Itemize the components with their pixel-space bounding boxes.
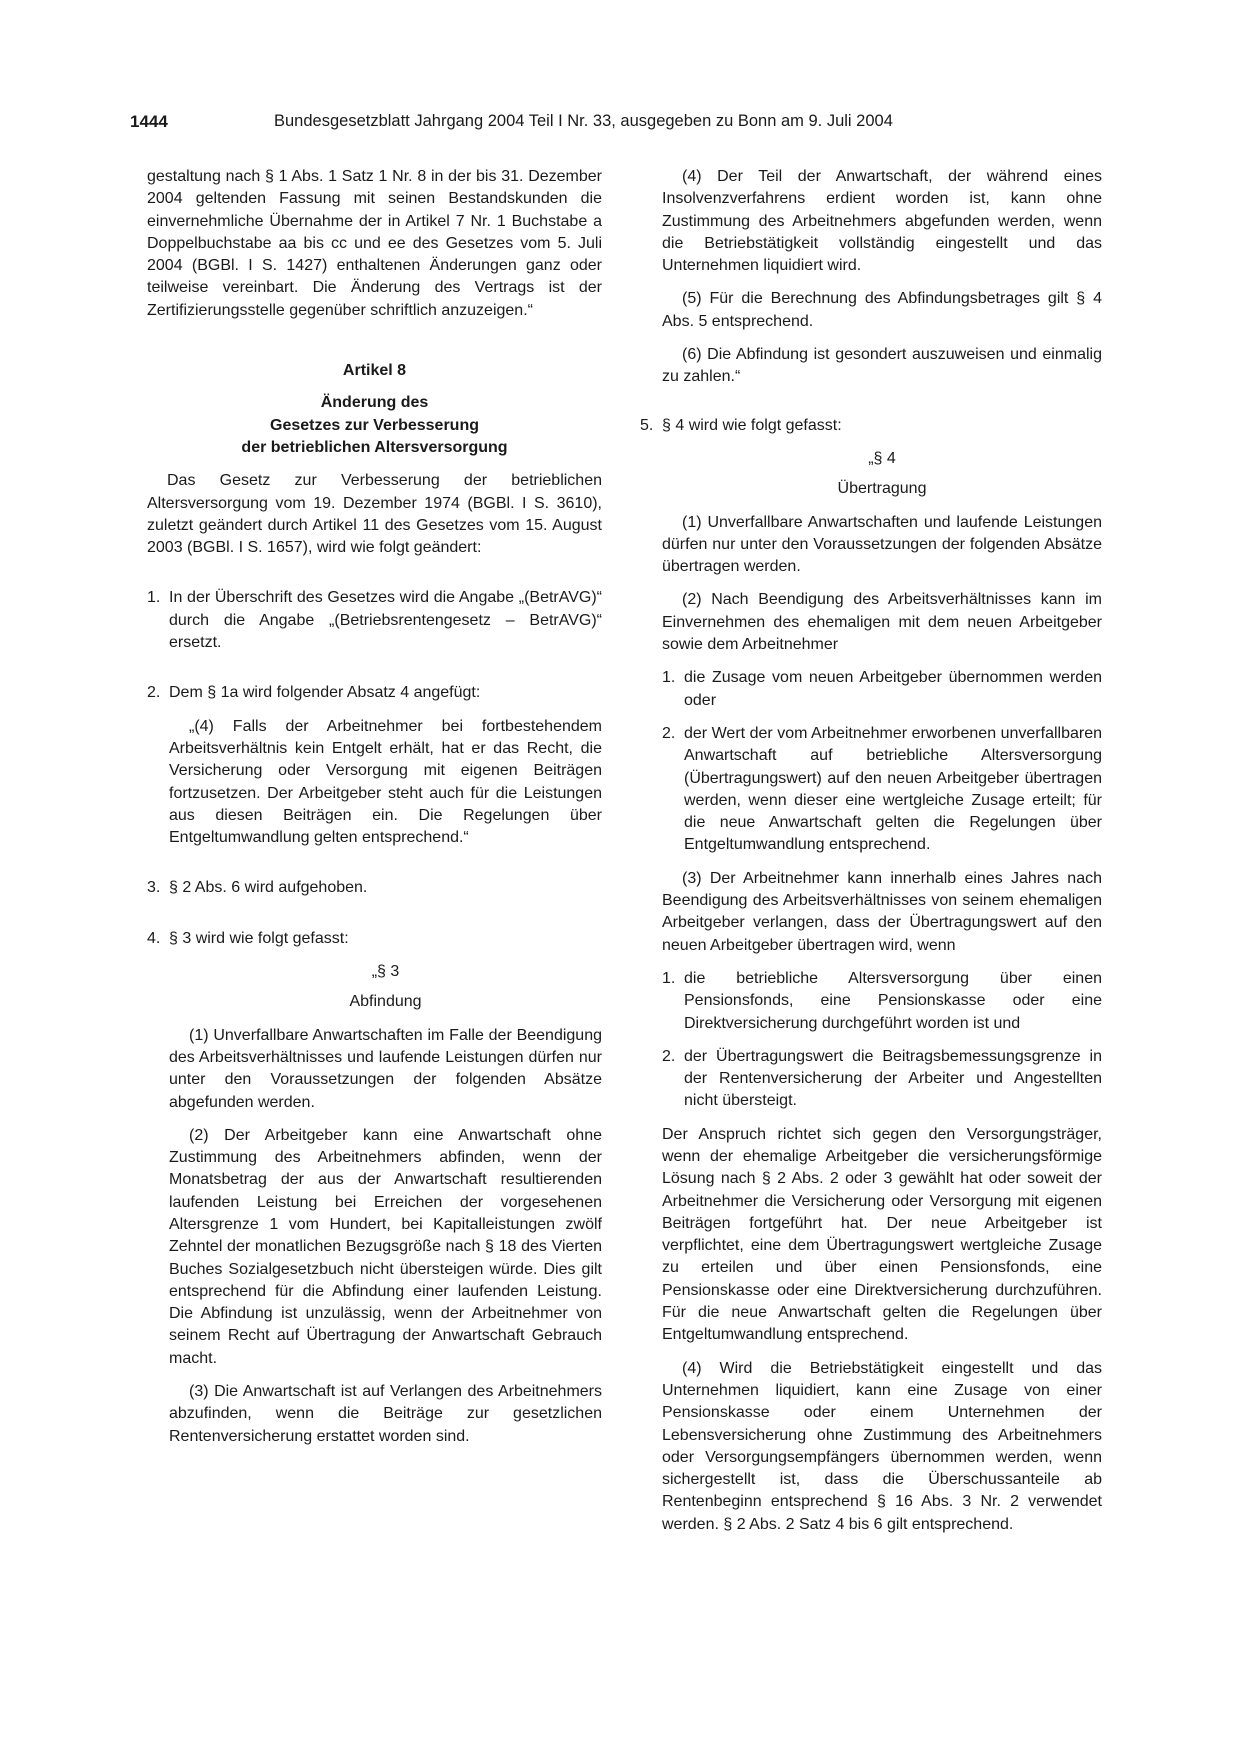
- right-column: [640, 166, 1102, 1536]
- sub-list-item: [662, 723, 1102, 857]
- section-heading: „§ 4: [868, 449, 896, 467]
- item-text: Dem § 1a wird folgender Absatz 4 angefügt:: [169, 684, 481, 702]
- amendment-item-4: [147, 928, 602, 950]
- sub-item-number: 2.: [662, 724, 676, 742]
- item-number: 2.: [147, 684, 161, 702]
- sub-item-text: die Zusage vom neuen Arbeitgeber übernommen werden oder: [684, 669, 1102, 709]
- section-paragraph: (3) Der Arbeitnehmer kann innerhalb eines Jahres nach Beendigung des Arbeitsverhältnisses von seinem ehemaligen Arbeitgeber verlangen, dass der Übertragungswert auf den neuen Arbeitgeber übertragen wird, wenn: [662, 869, 1102, 954]
- sub-item-number: 1.: [662, 669, 676, 687]
- page-number: 1444: [130, 112, 168, 131]
- item-number: 5.: [640, 416, 654, 434]
- article-title-line-2: Gesetzes zur Verbesserung: [270, 416, 479, 434]
- amendment-item-2: [147, 682, 602, 704]
- item-number: 1.: [147, 589, 161, 607]
- amendment-item-1: [147, 587, 602, 654]
- item-text: § 4 wird wie folgt gefasst:: [662, 416, 842, 434]
- article-intro: Das Gesetz zur Verbesserung der betrieblichen Altersversorgung vom 19. Dezember 1974 (BGBl. I S. 3610), zuletzt geändert durch Artikel 11 des Gesetzes vom 15. August 2003 (BGBl. I S. 1657), wird wie folgt geändert:: [147, 472, 602, 557]
- quoted-paragraph: „(4) Falls der Arbeitnehmer bei fortbestehendem Arbeitsverhältnis kein Entgelt erhält, hat er das Recht, die Versicherung oder Versorgung mit eigenen Beiträgen fortzusetzen. Der Arbeitgeber steht auch für die Leistungen aus diesen Beiträgen ein. Die Regelungen über Entgeltumwandlung gelten entsprechend.“: [169, 717, 602, 847]
- section-heading: „§ 3: [371, 963, 400, 981]
- section-paragraph: Der Anspruch richtet sich gegen den Versorgungsträger, wenn der ehemalige Arbeitgeber die versicherungsförmige Lösung nach § 2 Abs. 2 oder 3 gewählt hat oder soweit der Arbeitnehmer die Versicherung oder Versorgung mit eigenen Beiträgen fortgeführt hat. Der neue Arbeitgeber ist verpflichtet, eine dem Übertragungswert wertgleiche Zusage zu erteilen und über einen Pensionsfonds, eine Pensionskasse oder eine Direktversicherung durchzuführen. Für die neue Anwartschaft gelten die Regelungen über Entgeltumwandlung entsprechend.: [662, 1125, 1102, 1344]
- section-paragraph: (1) Unverfallbare Anwartschaften und laufende Leistungen dürfen nur unter den Voraussetzungen der folgenden Absätze übertragen werden.: [662, 513, 1102, 576]
- item-text: § 3 wird wie folgt gefasst:: [169, 929, 349, 947]
- continuation-paragraph: gestaltung nach § 1 Abs. 1 Satz 1 Nr. 8 in der bis 31. Dezember 2004 geltenden Fassung mit seinen Bestandskunden die einvernehmliche Übernahme der in Artikel 7 Nr. 1 Buchstabe a Doppelbuchstabe aa bis cc und ee des Gesetzes vom 5. Juli 2004 (BGBl. I S. 1427) enthaltenen Änderungen ganz oder teilweise vereinbart. Die Änderung des Vertrags ist der Zertifizierungsstelle gegenüber schriftlich anzuzeigen.“: [147, 168, 602, 319]
- amendment-item-3: [147, 877, 602, 899]
- section-paragraph: (6) Die Abfindung ist gesondert auszuweisen und einmalig zu zahlen.“: [662, 346, 1102, 386]
- section-title: Abfindung: [349, 993, 422, 1011]
- section-paragraph: (4) Der Teil der Anwartschaft, der während eines Insolvenzverfahrens erdient worden ist, kann ohne Zustimmung des Arbeitnehmers abgefunden werden, wenn die Betriebstätigkeit vollständig eingestellt und das Unternehmen liquidiert wird.: [662, 168, 1102, 275]
- article-number: Artikel 8: [342, 362, 407, 380]
- amendment-item-5: [640, 415, 1102, 437]
- section-paragraph: (3) Die Anwartschaft ist auf Verlangen des Arbeitnehmers abzufinden, wenn die Beiträge zur gesetzlichen Rentenversicherung erstattet worden sind.: [169, 1383, 602, 1445]
- item-text: § 2 Abs. 6 wird aufgehoben.: [169, 879, 368, 897]
- article-heading: [147, 360, 602, 459]
- header-title: Bundesgesetzblatt Jahrgang 2004 Teil I Nr. 33, ausgegeben zu Bonn am 9. Juli 2004: [274, 112, 893, 130]
- sub-list-item: [662, 667, 1102, 712]
- sub-list-item: [662, 968, 1102, 1035]
- item-number: 4.: [147, 929, 161, 947]
- section-paragraph: (2) Der Arbeitgeber kann eine Anwartschaft ohne Zustimmung des Arbeitnehmers abfinden, wenn der Monatsbetrag der aus der Anwartschaft resultierenden laufenden Leistung bei Erreichen der vorgesehenen Altersgrenze 1 vom Hundert, bei Kapitalleistungen zwölf Zehntel der monatlichen Bezugsgröße nach § 18 des Vierten Buches Sozialgesetzbuch nicht übersteigen würde. Dies gilt entsprechend für die Abfindung einer laufenden Leistung. Die Abfindung ist unzulässig, wenn der Arbeitnehmer von seinem Recht auf Übertragung der Anwartschaft Gebrauch macht.: [169, 1126, 602, 1367]
- sub-item-text: die betriebliche Altersversorgung über einen Pensionsfonds, eine Pensionskasse oder eine Direktversicherung durchgeführt worden ist und: [684, 969, 1102, 1032]
- item-text: In der Überschrift des Gesetzes wird die Angabe „(BetrAVG)“ durch die Angabe „(Betriebsrentengesetz – BetrAVG)“ ersetzt.: [169, 589, 602, 652]
- sub-item-number: 1.: [662, 969, 676, 987]
- section-4-block: [640, 448, 1102, 1536]
- article-title-line-3: der betrieblichen Altersversorgung: [241, 438, 508, 456]
- left-column: [147, 166, 602, 1448]
- sub-list-item: [662, 1046, 1102, 1113]
- item-number: 3.: [147, 879, 161, 897]
- section-paragraph: (2) Nach Beendigung des Arbeitsverhältnisses kann im Einvernehmen des ehemaligen mit dem neuen Arbeitgeber sowie dem Arbeitnehmer: [662, 591, 1102, 654]
- section-title: Übertragung: [837, 480, 927, 498]
- article-title-line-1: Änderung des: [320, 394, 429, 412]
- section-3-continued: [640, 166, 1102, 389]
- section-paragraph: (5) Für die Berechnung des Abfindungsbetrages gilt § 4 Abs. 5 entsprechend.: [662, 290, 1102, 330]
- section-paragraph: (4) Wird die Betriebstätigkeit eingestellt und das Unternehmen liquidiert, kann eine Zusage von einer Pensionskasse oder einem Unternehmen der Lebensversicherung ohne Zustimmung des Arbeitnehmers oder Versorgungsempfängers übernommen werden, wenn sichergestellt ist, dass die Überschussanteile ab Rentenbeginn entsprechend § 16 Abs. 3 Nr. 2 verwendet werden. § 2 Abs. 2 Satz 4 bis 6 gilt entsprechend.: [662, 1359, 1102, 1533]
- section-paragraph: (1) Unverfallbare Anwartschaften im Falle der Beendigung des Arbeitsverhältnisses und laufende Leistungen dürfen nur unter den Voraussetzungen der folgenden Absätze abgefunden werden.: [169, 1026, 602, 1111]
- sub-item-text: der Übertragungswert die Beitragsbemessungsgrenze in der Rentenversicherung der Arbeiter und Angestellten nicht übersteigt.: [684, 1047, 1102, 1110]
- page-header: [130, 112, 1110, 138]
- sub-item-text: der Wert der vom Arbeitnehmer erworbenen unverfallbaren Anwartschaft auf betriebliche Altersversorgung (Übertragungswert) auf den neuen Arbeitgeber übertragen werden, wenn dieser eine wertgleiche Zusage erteilt; für die neue Anwartschaft gelten die Regelungen über Entgeltumwandlung entsprechend.: [684, 724, 1102, 854]
- sub-item-number: 2.: [662, 1047, 676, 1065]
- section-3-block: [147, 961, 602, 1448]
